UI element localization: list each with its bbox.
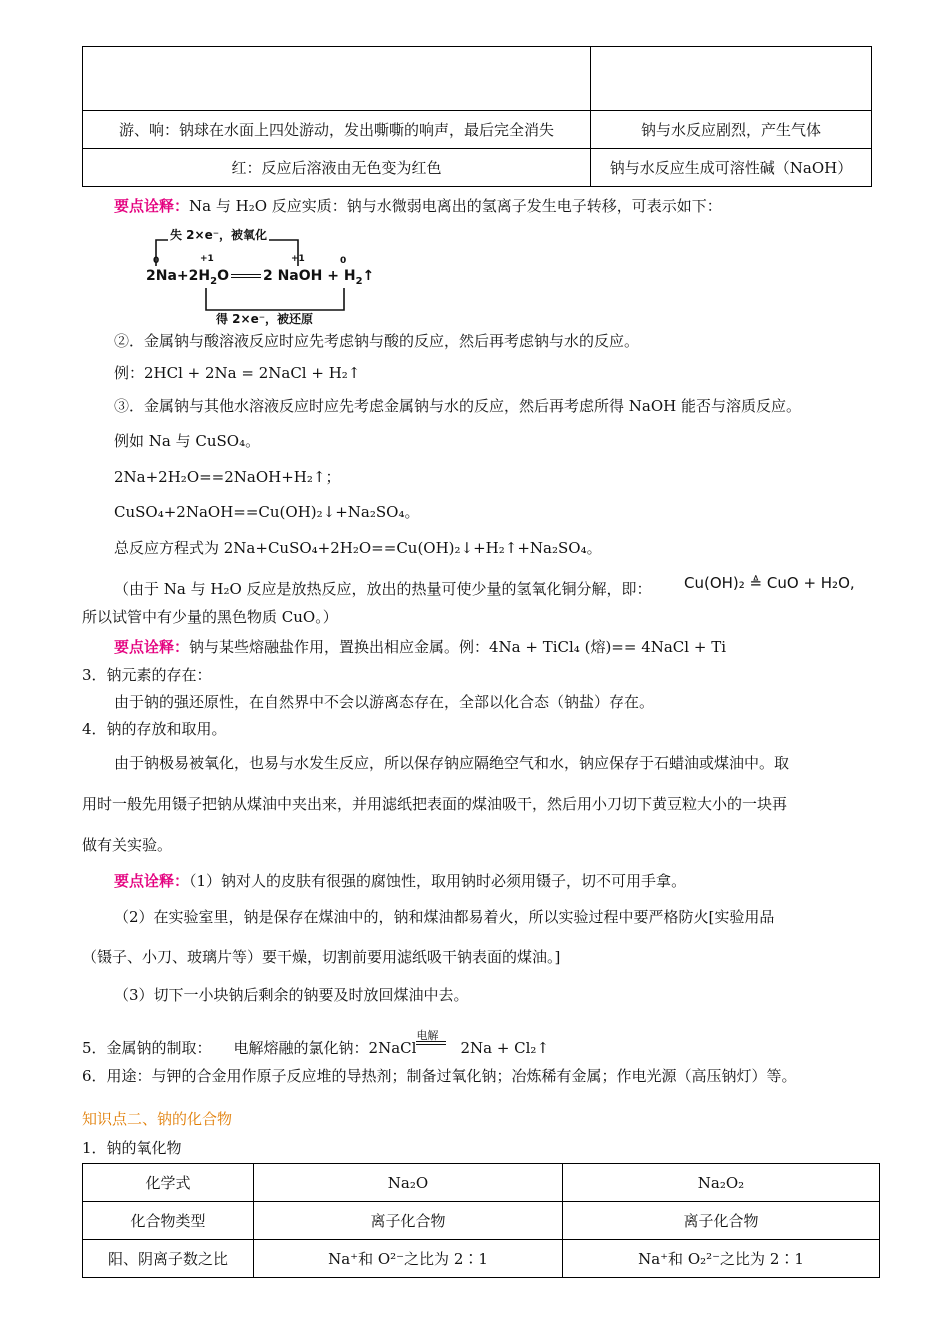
redox-equation (146, 268, 375, 287)
note-item: （镊子、小刀、玻璃片等）要干燥，切割前要用滤纸吸干钠表面的煤油。] (82, 948, 561, 966)
paragraph: （由于 Na 与 H₂O 反应是放热反应，放出的热量可使少量的氢氧化铜分解，即： (114, 580, 652, 598)
table-row (83, 1164, 880, 1202)
electrolysis-arrow (416, 1029, 448, 1053)
table-cell: 化合物类型 (83, 1202, 254, 1240)
paragraph-line: 用时一般先用镊子把钠从煤油中夹出来，并用滤纸把表面的煤油吸干，然后用小刀切下黄豆粒大小的一块再 (82, 795, 788, 813)
table-row (83, 1202, 880, 1240)
paragraph-line: 做有关实验。 (82, 836, 173, 854)
table-cell: 化学式 (83, 1164, 254, 1202)
table-cell: 红：反应后溶液由无色变为红色 (83, 149, 591, 187)
section-heading (82, 1029, 550, 1058)
paragraph: ②．金属钠与酸溶液反应时应先考虑钠与酸的反应，然后再考虑钠与水的反应。 (114, 332, 640, 350)
paragraph: 由于钠的强还原性，在自然界中不会以游离态存在，全部以化合态（钠盐）存在。 (114, 693, 655, 711)
table-cell: 阳、阴离子数之比 (83, 1240, 254, 1278)
table-cell: 钠与水反应生成可溶性碱（NaOH） (591, 149, 872, 187)
equation-part: 2 NaOH + H (262, 268, 356, 284)
section-text: 2Na + Cl₂↑ (460, 1039, 550, 1057)
table-row (83, 111, 872, 149)
paragraph-line: 由于钠极易被氧化，也易与水发生反应，所以保存钠应隔绝空气和水，钠应保存于石蜡油或煤油中。取 (114, 754, 790, 772)
paragraph: 所以试管中有少量的黑色物质 CuO。） (82, 608, 338, 626)
ox-state: +1 (291, 254, 305, 264)
note-text: Na 与 H₂O 反应实质：钠与水微弱电离出的氢离子发生电子转移，可表示如下： (189, 197, 722, 215)
gas-arrow: ↑ (362, 268, 375, 284)
equation-part: 2Na+2H (146, 268, 211, 284)
section-title: 5．金属钠的制取： (82, 1039, 212, 1057)
note-text: （1）钠对人的皮肤有很强的腐蚀性，取用钠时必须用镊子，切不可用手拿。 (189, 872, 687, 890)
section-heading: 3．钠元素的存在： (82, 666, 212, 684)
table-cell: 钠与水反应剧烈，产生气体 (591, 111, 872, 149)
sodium-oxides-table (82, 1163, 880, 1278)
section-heading: 6．用途：与钾的合金用作原子反应堆的导热剂；制备过氧化钠；冶炼稀有金属；作电光源（高压钠灯）等。 (82, 1067, 797, 1085)
equation: 2Na+2H₂O==2NaOH+H₂↑； (114, 468, 341, 486)
condition-label: 电解 (416, 1029, 439, 1042)
table-cell: Na₂O₂ (563, 1164, 880, 1202)
example-text: 例如 Na 与 CuSO₄。 (114, 432, 261, 450)
equals-sign (231, 274, 261, 278)
note-paragraph (114, 870, 686, 891)
note-label: 要点诠释： (114, 197, 190, 215)
table-cell: 游、响：钠球在水面上四处游动，发出嘶嘶的响声，最后完全消失 (83, 111, 591, 149)
table-row (83, 47, 872, 111)
reduction-label: 得 2×e⁻，被还原 (216, 312, 314, 326)
note-label: 要点诠释： (114, 638, 190, 656)
subscript: 2 (210, 275, 218, 287)
reaction-phenomena-table (82, 46, 872, 187)
table-cell: Na₂O (254, 1164, 563, 1202)
ox-state: 0 (340, 256, 347, 266)
ox-state: +1 (200, 254, 214, 264)
table-cell: Na⁺和 O₂²⁻之比为 2∶1 (563, 1240, 880, 1278)
subscript: 2 (355, 275, 363, 287)
equation-part: O (217, 268, 229, 284)
decomposition-equation: Cu(OH)₂ ≜ CuO + H₂O, (684, 574, 855, 592)
note-label: 要点诠释： (114, 872, 190, 890)
note-text: 钠与某些熔融盐作用，置换出相应金属。例：4Na + TiCl₄ (熔)== 4NaCl + Ti (189, 638, 726, 656)
table-cell (591, 47, 872, 111)
note-item: （2）在实验室里，钠是保存在煤油中的，钠和煤油都易着火，所以实验过程中要严格防火[实验用品 (114, 908, 775, 926)
note-item: （3）切下一小块钠后剩余的钠要及时放回煤油中去。 (114, 986, 469, 1004)
section-heading: 4．钠的存放和取用。 (82, 720, 227, 738)
note-paragraph (114, 195, 722, 216)
table-row (83, 149, 872, 187)
table-cell: 离子化合物 (563, 1202, 880, 1240)
example-equation: 例：2HCl + 2Na = 2NaCl + H₂↑ (114, 364, 361, 382)
ox-state: 0 (153, 256, 160, 266)
section-text: 电解熔融的氯化钠：2NaCl (233, 1039, 417, 1057)
table-cell: 离子化合物 (254, 1202, 563, 1240)
table-cell: Na⁺和 O²⁻之比为 2∶1 (254, 1240, 563, 1278)
note-paragraph (114, 636, 726, 657)
equation: 总反应方程式为 2Na+CuSO₄+2H₂O==Cu(OH)₂↓+H₂↑+Na₂SO₄。 (114, 539, 602, 557)
table-row (83, 1240, 880, 1278)
knowledge-point-heading: 知识点二、钠的化合物 (82, 1110, 233, 1128)
subsection-heading: 1．钠的氧化物 (82, 1139, 182, 1157)
oxidation-label: 失 2×e⁻，被氧化 (170, 228, 268, 242)
table-cell (83, 47, 591, 111)
paragraph: ③．金属钠与其他水溶液反应时应先考虑金属钠与水的反应，然后再考虑所得 NaOH 能否与溶质反应。 (114, 397, 801, 415)
equation: CuSO₄+2NaOH==Cu(OH)₂↓+Na₂SO₄。 (114, 503, 420, 521)
electron-transfer-diagram (140, 226, 380, 324)
